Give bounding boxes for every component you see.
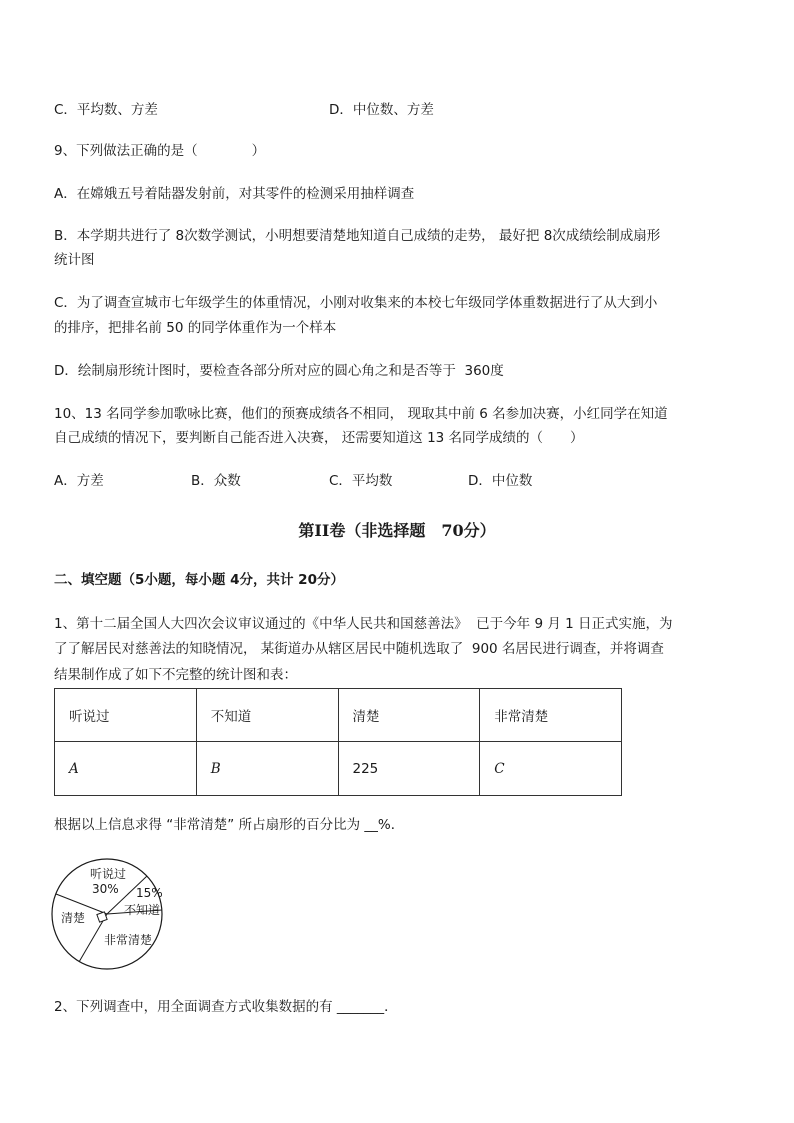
q8-option-d: D．中位数、方差 bbox=[329, 102, 434, 118]
survey-table-header-row bbox=[55, 689, 622, 742]
q9-option-c-line2: 的排序，把排名前 50 的同学体重作为一个样本 bbox=[54, 320, 337, 336]
value-unknown: B bbox=[196, 742, 338, 796]
section2-title: 二、填空题（5小题，每小题 4分，共计 20分） bbox=[54, 572, 344, 588]
part2-title: 第II卷（非选择题 70分） bbox=[298, 521, 496, 540]
pie-label-very-clear: 非常清楚 bbox=[104, 933, 153, 947]
q9-option-a: A．在嫦娥五号着陆器发射前，对其零件的检测采用抽样调查 bbox=[54, 186, 415, 202]
pie-chart bbox=[50, 858, 180, 978]
q1-line3: 结果制作成了如下不完整的统计图和表： bbox=[54, 667, 297, 683]
pie-label-heard: 听说过 bbox=[90, 867, 127, 881]
q9-stem: 9、下列做法正确的是（ ） bbox=[54, 143, 266, 159]
pie-label-unknown: 不知道 bbox=[124, 903, 161, 917]
q1-line1: 1、第十二届全国人大四次会议审议通过的《中华人民共和国慈善法》 已于今年 9 月 1 日正式实施，为 bbox=[54, 616, 673, 632]
q10-stem-line1: 10、13 名同学参加歌咏比赛，他们的预赛成绩各不相同， 现取其中前 6 名参加决赛，小红同学在知道 bbox=[54, 406, 668, 422]
pie-label-unknown-pct: 15% bbox=[136, 886, 163, 900]
header-clear: 清楚 bbox=[338, 689, 480, 742]
q9-option-d: D．绘制扇形统计图时，要检查各部分所对应的圆心角之和是否等于 360度 bbox=[54, 363, 504, 379]
q8-option-c: C．平均数、方差 bbox=[54, 102, 158, 118]
header-heard: 听说过 bbox=[55, 689, 197, 742]
value-heard: A bbox=[55, 742, 197, 796]
q10-option-a: A．方差 bbox=[54, 473, 104, 489]
q10-stem-line2: 自己成绩的情况下，要判断自己能否进入决赛， 还需要知道这 13 名同学成绩的（ ） bbox=[54, 430, 584, 446]
survey-table-value-row bbox=[55, 742, 622, 796]
survey-table bbox=[54, 688, 622, 796]
header-unknown: 不知道 bbox=[196, 689, 338, 742]
q1-question: 根据以上信息求得 “非常清楚” 所占扇形的百分比为 __%． bbox=[54, 817, 405, 833]
q10-option-c: C．平均数 bbox=[329, 473, 393, 489]
q9-option-b-line1: B．本学期共进行了 8次数学测试，小明想要清楚地知道自己成绩的走势， 最好把 8次成绩绘制成扇形 bbox=[54, 228, 661, 244]
pie-label-clear: 清楚 bbox=[61, 911, 86, 925]
q10-option-b: B．众数 bbox=[191, 473, 241, 489]
q2-stem: 2、下列调查中，用全面调查方式收集数据的有 _______． bbox=[54, 999, 398, 1015]
value-very-clear: C bbox=[480, 742, 622, 796]
q9-option-c-line1: C．为了调查宣城市七年级学生的体重情况，小刚对收集来的本校七年级同学体重数据进行了从大到小 bbox=[54, 295, 658, 311]
q1-line2: 了了解居民对慈善法的知晓情况， 某街道办从辖区居民中随机选取了 900 名居民进行调查，并将调查 bbox=[54, 641, 664, 657]
pie-label-heard-pct: 30% bbox=[92, 882, 119, 896]
q10-option-d: D．中位数 bbox=[468, 473, 533, 489]
q9-option-b-line2: 统计图 bbox=[54, 252, 95, 268]
value-clear: 225 bbox=[338, 742, 480, 796]
header-very-clear: 非常清楚 bbox=[480, 689, 622, 742]
